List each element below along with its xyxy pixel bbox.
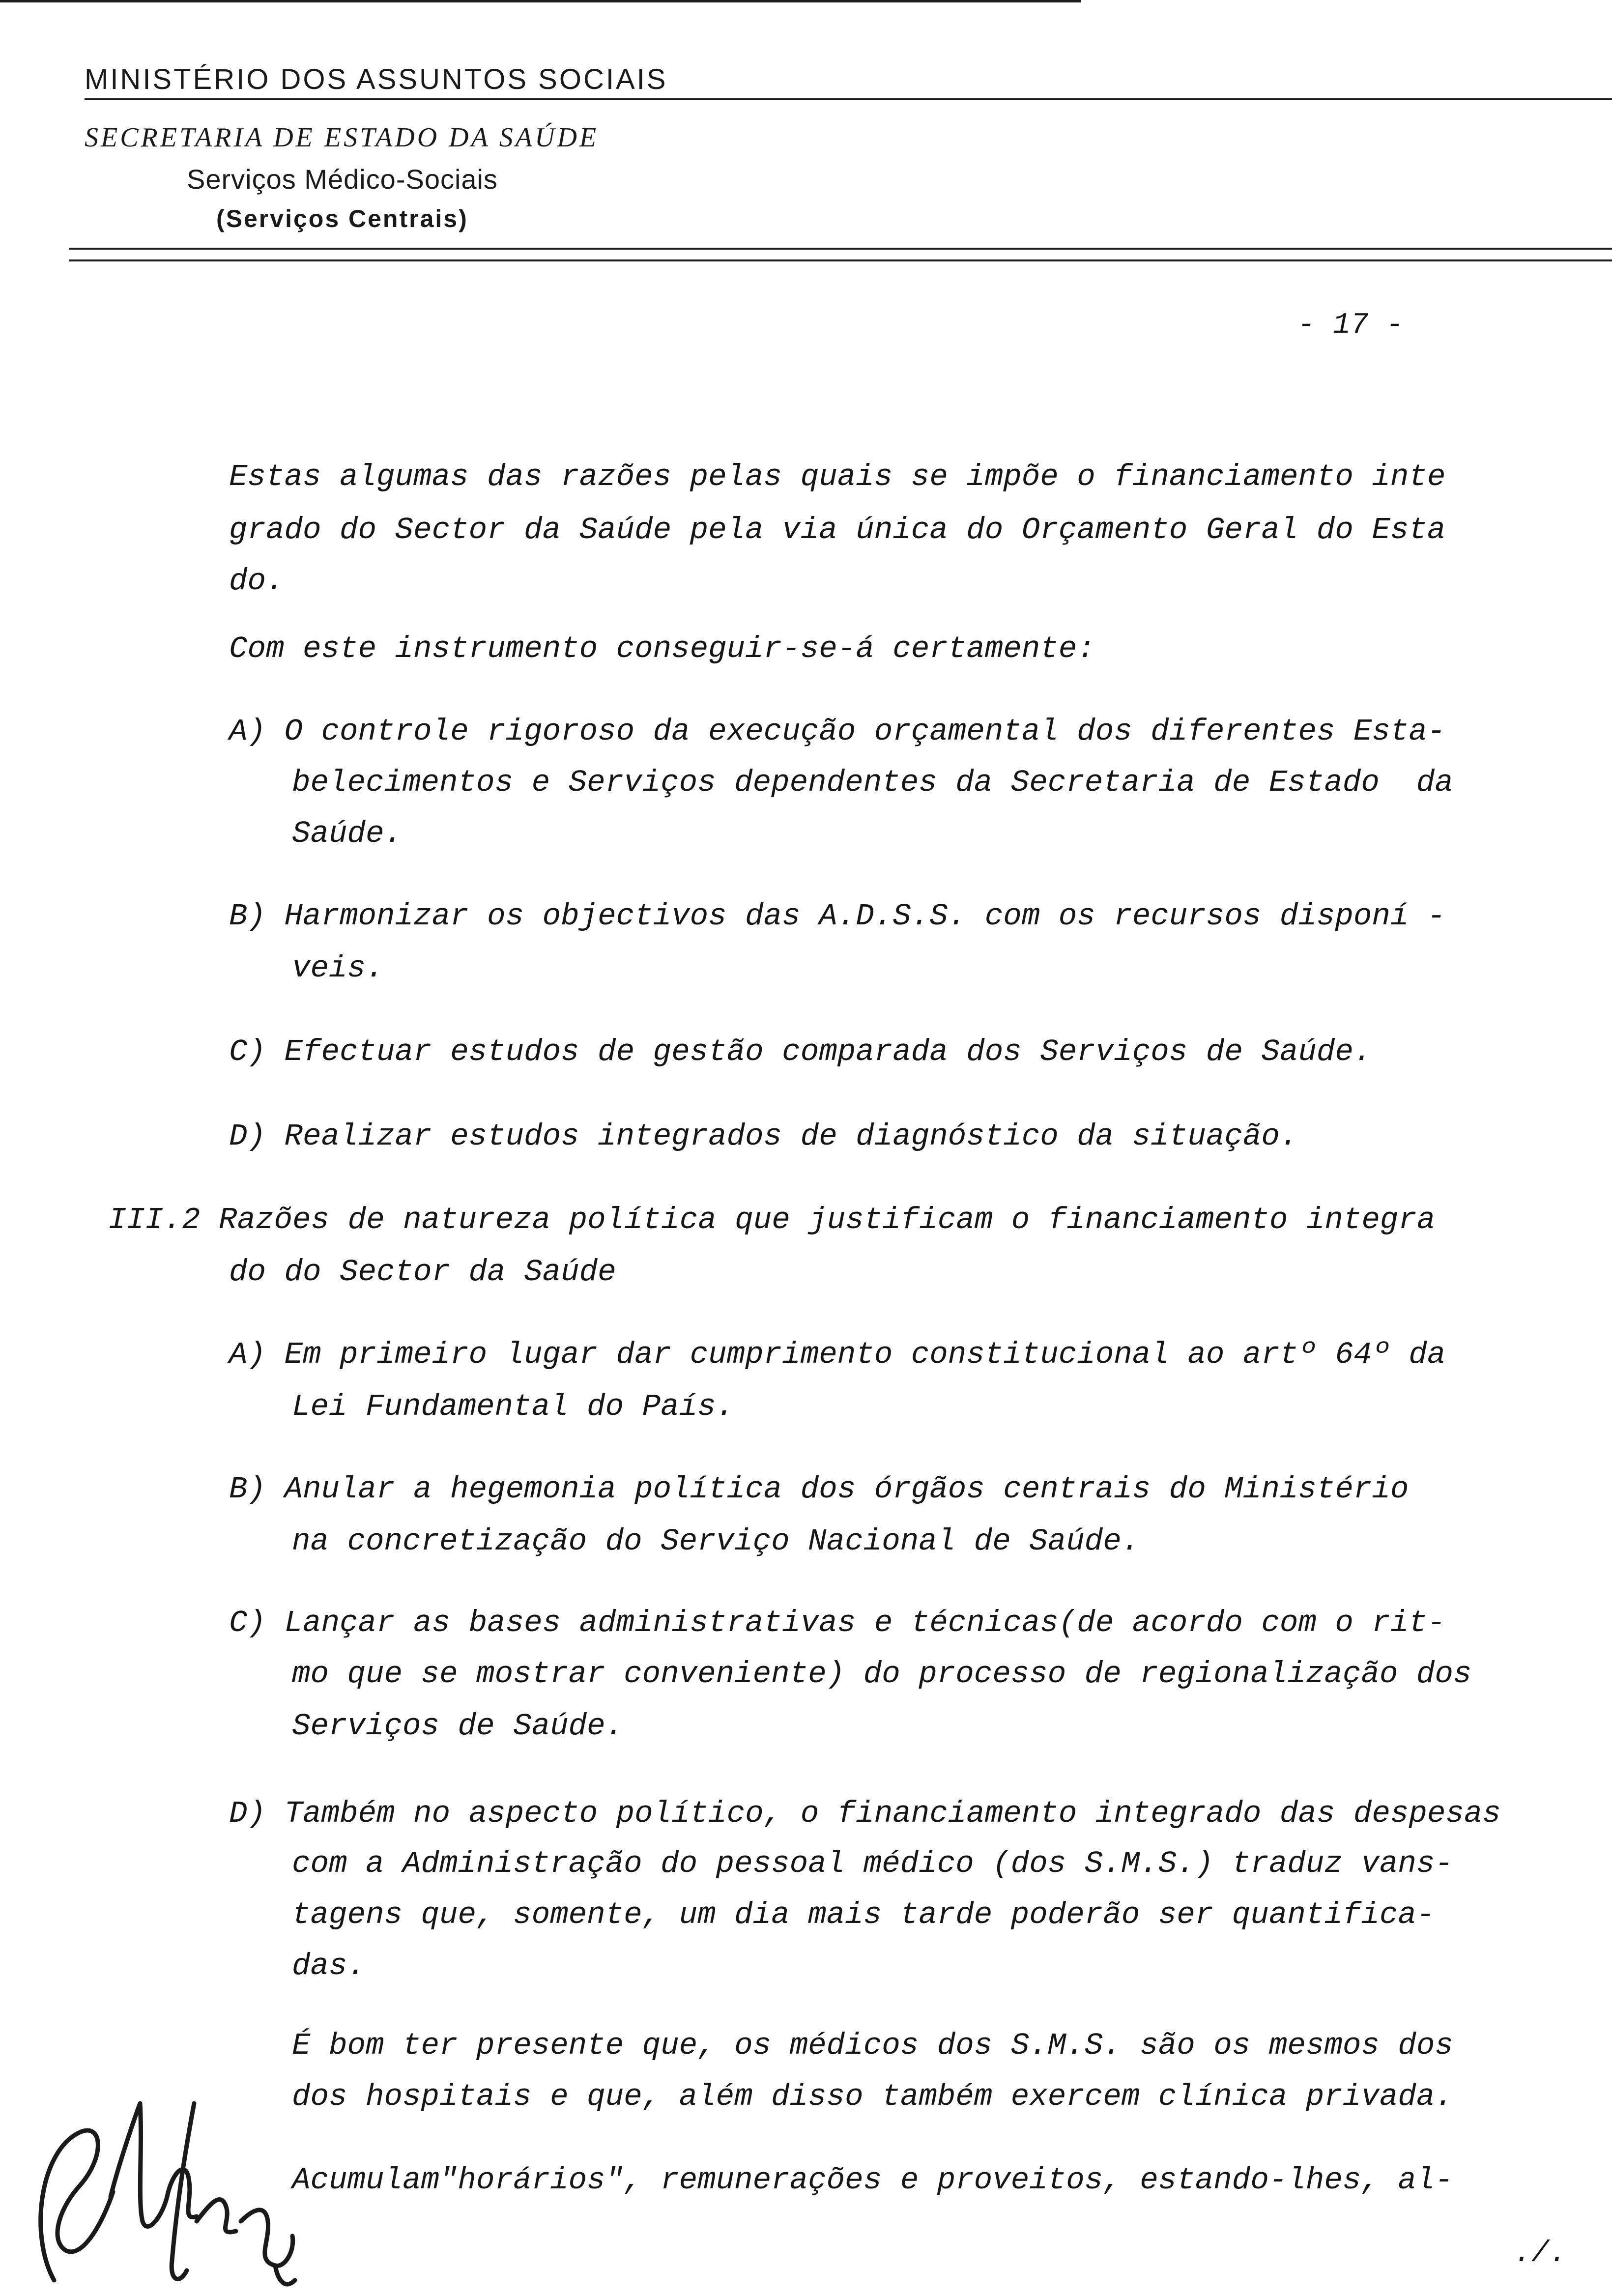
body-line: Saúde. <box>292 816 403 851</box>
body-line: Serviços de Saúde. <box>292 1709 624 1744</box>
handwritten-signature <box>20 2074 324 2295</box>
body-line: C) Lançar as bases administrativas e técnicas(de acordo com o rit- <box>229 1606 1446 1640</box>
page-number: - 17 - <box>1297 309 1404 342</box>
continuation-mark: ./. <box>1514 2237 1567 2270</box>
body-line: com a Administração do pessoal médico (dos S.M.S.) traduz vans- <box>292 1846 1453 1881</box>
body-line: A) O controle rigoroso da execução orçamental dos diferentes Esta- <box>229 714 1446 749</box>
central-services-name: (Serviços Centrais) <box>216 205 468 232</box>
top-edge-rule <box>0 0 1081 2</box>
body-line: C) Efectuar estudos de gestão comparada dos Serviços de Saúde. <box>229 1034 1372 1069</box>
body-line: B) Harmonizar os objectivos das A.D.S.S. com os recursos disponí - <box>229 899 1446 934</box>
header-rule-upper <box>85 98 1612 100</box>
body-line: A) Em primeiro lugar dar cumprimento constitucional ao artº 64º da <box>229 1337 1446 1372</box>
body-line: É bom ter presente que, os médicos dos S.M.S. são os mesmos dos <box>292 2028 1453 2063</box>
body-line: D) Realizar estudos integrados de diagnóstico da situação. <box>229 1119 1298 1154</box>
body-line: belecimentos e Serviços dependentes da Secretaria de Estado da <box>292 765 1453 800</box>
services-name: Serviços Médico-Sociais <box>187 164 498 195</box>
body-line: B) Anular a hegemonia política dos órgãos centrais do Ministério <box>229 1472 1409 1507</box>
body-line: do. <box>229 564 285 599</box>
secretaria-name: SECRETARIA DE ESTADO DA SAÚDE <box>85 122 599 153</box>
body-line: grado do Sector da Saúde pela via única do Orçamento Geral do Esta <box>229 513 1446 547</box>
body-line: tagens que, somente, um dia mais tarde poderão ser quantifica- <box>292 1897 1435 1932</box>
header-rule-lower-1 <box>69 248 1612 250</box>
body-line: mo que se mostrar conveniente) do processo de regionalização dos <box>292 1657 1472 1692</box>
ministry-name: MINISTÉRIO DOS ASSUNTOS SOCIAIS <box>85 63 668 95</box>
body-line: Acumulam"horários", remunerações e proveitos, estando-lhes, al- <box>292 2163 1453 2198</box>
body-line: Estas algumas das razões pelas quais se impõe o financiamento inte <box>229 459 1446 494</box>
body-line: III.2 Razões de natureza política que justificam o financiamento integra <box>108 1203 1436 1237</box>
body-line: D) Também no aspecto político, o financiamento integrado das despesas <box>229 1796 1501 1831</box>
header-rule-lower-2 <box>69 259 1612 261</box>
body-line: do do Sector da Saúde <box>229 1255 616 1290</box>
body-line: na concretização do Serviço Nacional de Saúde. <box>292 1524 1140 1559</box>
body-line: veis. <box>292 951 384 986</box>
body-line: das. <box>292 1949 366 1983</box>
body-line: Com este instrumento conseguir-se-á certamente: <box>229 631 1095 666</box>
body-line: dos hospitais e que, além disso também exercem clínica privada. <box>292 2079 1453 2114</box>
body-line: Lei Fundamental do País. <box>292 1389 735 1424</box>
